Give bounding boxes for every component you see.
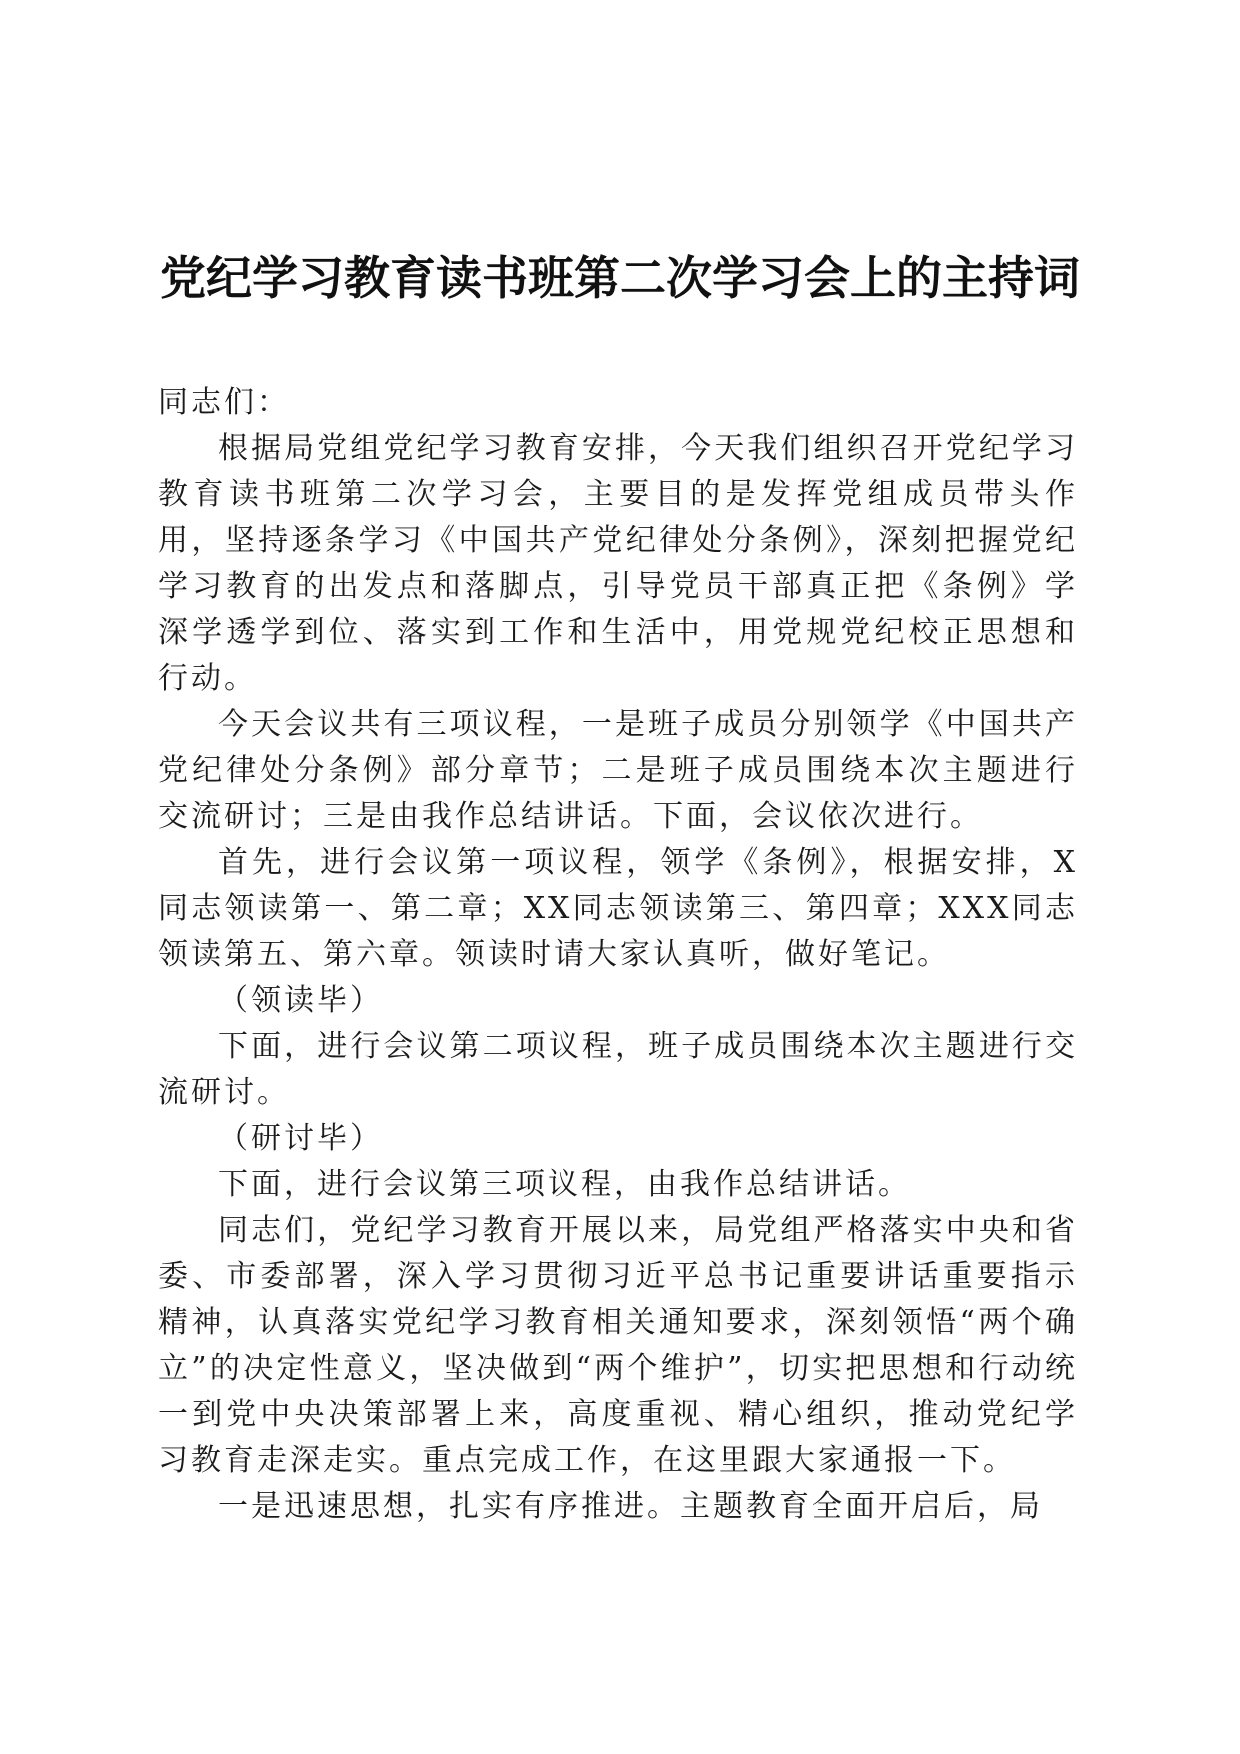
salutation: 同志们： xyxy=(158,385,290,420)
document-title: 党纪学习教育读书班第二次学习会上的主持词 xyxy=(160,251,1080,305)
paragraph-item-three: 下面，进行会议第三项议程，由我作总结讲话。 xyxy=(218,1167,911,1202)
paragraph-item-two: 下面，进行会议第二项议程，班子成员围绕本次主题进行交流研讨。 xyxy=(158,1029,1078,1110)
paragraph-summary: 同志们，党纪学习教育开展以来，局党组严格落实中央和省委、市委部署，深入学习贯彻习近平总书记重要讲话重要指示精神，认真落实党纪学习教育相关通知要求，深刻领悟“两个确立”的决定性意义，坚决做到“两个维护”，切实把思想和行动统一到党中央决策部署上来，高度重视、精心组织，推动党纪学习教育走深走实。重点完成工作，在这里跟大家通报一下。 xyxy=(158,1213,1078,1478)
note-discussion-finished: （研讨毕） xyxy=(218,1121,383,1156)
paragraph-intro: 根据局党组党纪学习教育安排，今天我们组织召开党纪学习教育读书班第二次学习会，主要目的是发挥党组成员带头作用，坚持逐条学习《中国共产党纪律处分条例》，深刻把握党纪学习教育的出发点和落脚点，引导党员干部真正把《条例》学深学透学到位、落实到工作和生活中，用党规党纪校正思想和行动。 xyxy=(158,431,1078,696)
note-reading-finished: （领读毕） xyxy=(218,983,383,1018)
document-body xyxy=(158,380,1078,1530)
paragraph-agenda: 今天会议共有三项议程，一是班子成员分别领学《中国共产党纪律处分条例》部分章节；二是班子成员围绕本次主题进行交流研讨；三是由我作总结讲话。下面，会议依次进行。 xyxy=(158,707,1078,834)
paragraph-item-one: 首先，进行会议第一项议程，领学《条例》，根据安排，X同志领读第一、第二章；XX同志领读第三、第四章；XXX同志领读第五、第六章。领读时请大家认真听，做好笔记。 xyxy=(158,845,1078,972)
paragraph-point-one: 一是迅速思想，扎实有序推进。主题教育全面开启后，局 xyxy=(218,1489,1043,1524)
